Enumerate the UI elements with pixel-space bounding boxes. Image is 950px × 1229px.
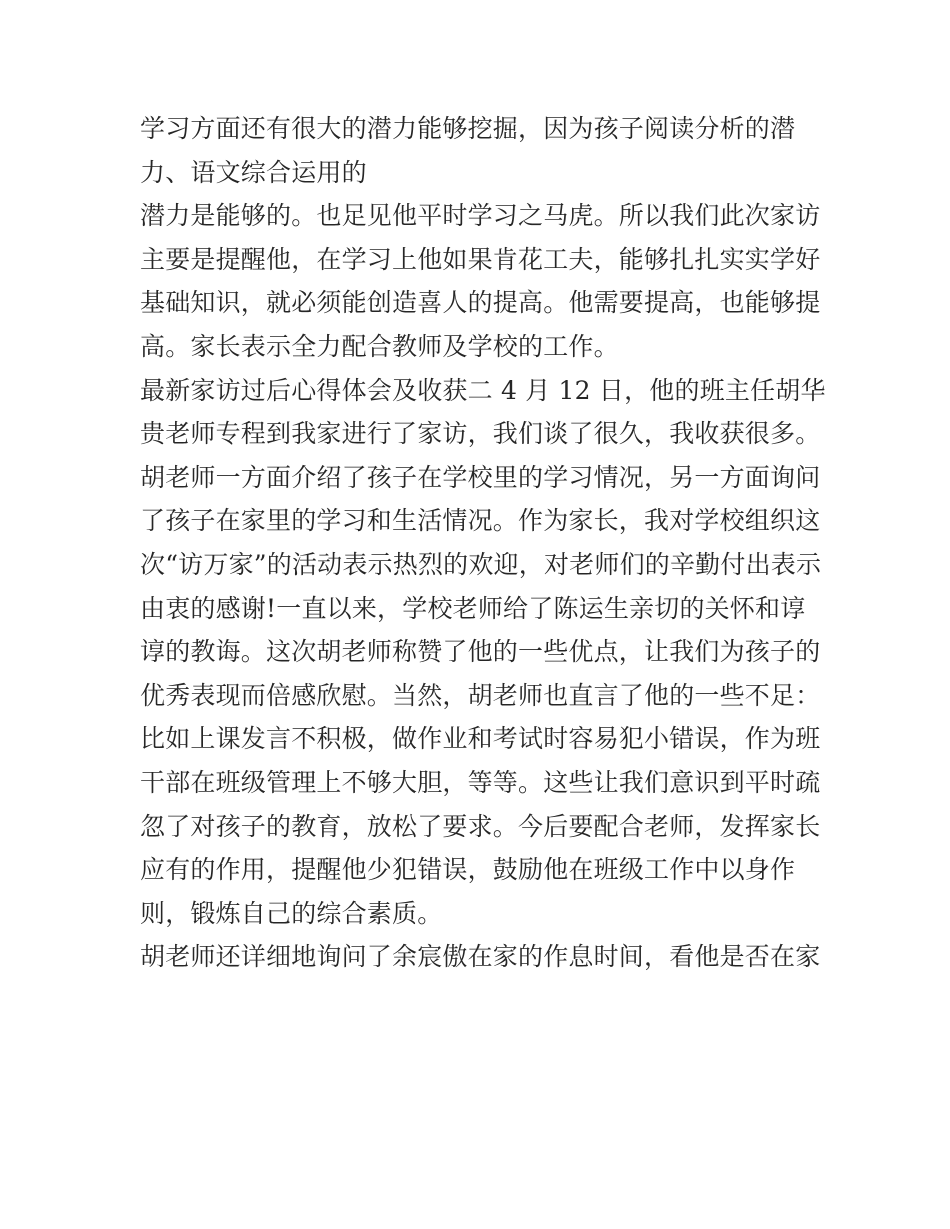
text-line: 则，锻炼自己的综合素质。	[140, 898, 443, 928]
text-line: 优秀表现而倍感欣慰。当然，胡老师也直言了他的一些不足：	[140, 680, 821, 710]
text-line: 学习方面还有很大的潜力能够挖掘，因为孩子阅读分析的潜	[140, 114, 796, 143]
text-line: 胡老师一方面介绍了孩子在学校里的学习情况，另一方面询问	[140, 462, 821, 492]
text-line: 次“访万家”的活动表示热烈的欢迎，对老师们的辛勤付出表示	[140, 549, 822, 579]
text-line: 主要是提醒他，在学习上他如果肯花工夫，能够扎扎实实学好	[140, 244, 821, 274]
text-line: 高。家长表示全力配合教师及学校的工作。	[140, 331, 619, 361]
text-line: 基础知识，就必须能创造喜人的提高。他需要提高，也能够提	[140, 288, 821, 318]
text-line: 贵老师专程到我家进行了家访，我们谈了很久，我收获很多。	[140, 419, 821, 449]
text-line: 比如上课发言不积极，做作业和考试时容易犯小错误，作为班	[140, 724, 821, 754]
text-line: 干部在班级管理上不够大胆，等等。这些让我们意识到平时疏	[140, 767, 821, 797]
text-line: 了孩子在家里的学习和生活情况。作为家长，我对学校组织这	[140, 506, 821, 536]
text-line: 胡老师还详细地询问了余宸傲在家的作息时间，看他是否在家	[140, 942, 821, 972]
text-line: 应有的作用，提醒他少犯错误，鼓励他在班级工作中以身作	[140, 855, 796, 885]
body-text	[140, 107, 826, 979]
text-line: 由衷的感谢!一直以来，学校老师给了陈运生亲切的关怀和谆	[140, 593, 806, 623]
text-line: 最新家访过后心得体会及收获二 4 月 12 日，他的班主任胡华	[140, 375, 826, 405]
text-line: 力、语文综合运用的	[140, 157, 367, 187]
text-line: 忽了对孩子的教育，放松了要求。今后要配合老师，发挥家长	[140, 811, 821, 841]
text-line: 潜力是能够的。也足见他平时学习之马虎。所以我们此次家访	[140, 201, 821, 231]
text-line: 谆的教诲。这次胡老师称赞了他的一些优点，让我们为孩子的	[140, 637, 821, 667]
